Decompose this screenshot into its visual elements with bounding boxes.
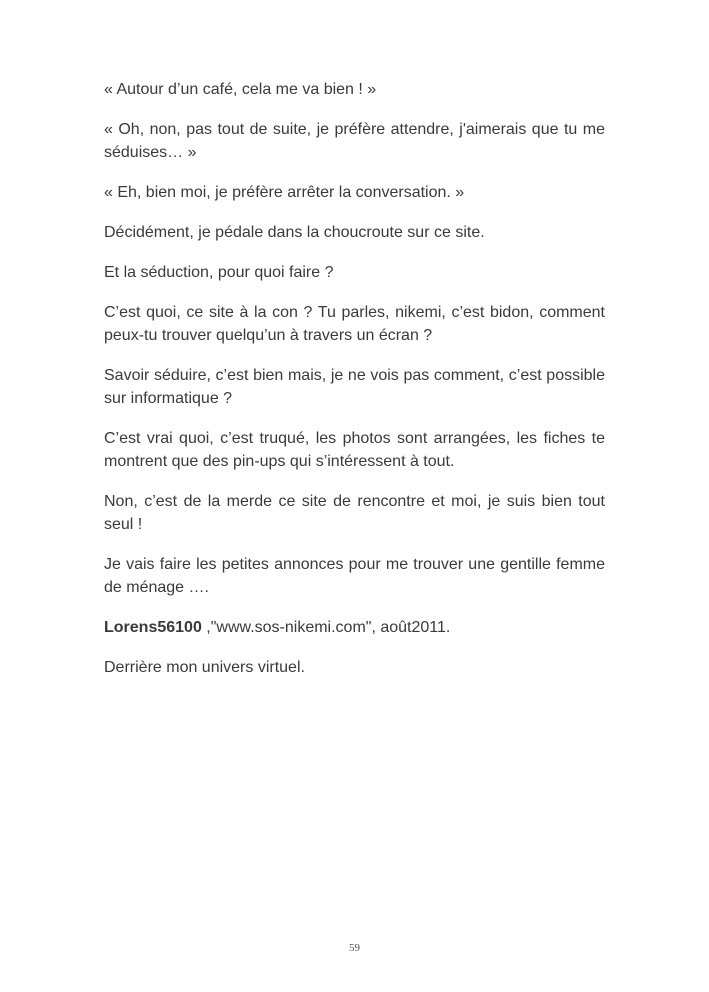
- paragraph-1: « Autour d’un café, cela me va bien ! »: [104, 81, 377, 98]
- closing-line: Derrière mon univers virtuel.: [104, 659, 305, 676]
- signature-details: ,"www.sos-nikemi.com", août2011.: [201, 619, 451, 636]
- page-number: 59: [349, 942, 360, 954]
- paragraph-2: « Oh, non, pas tout de suite, je préfère attendre, j'aimerais que tu me séduises… »: [104, 121, 605, 161]
- paragraph-3: « Eh, bien moi, je préfère arrêter la conversation. »: [104, 184, 465, 201]
- signature-line: [104, 616, 605, 639]
- paragraph-6: C’est quoi, ce site à la con ? Tu parles, nikemi, c’est bidon, comment peux-tu trouver quelqu’un à travers un écran ?: [104, 304, 605, 344]
- paragraph-8: C’est vrai quoi, c’est truqué, les photos sont arrangées, les fiches te montrent que des pin-ups qui s’intéressent à tout.: [104, 430, 605, 470]
- paragraph-5: Et la séduction, pour quoi faire ?: [104, 264, 334, 281]
- paragraph-4: Décidément, je pédale dans la choucroute sur ce site.: [104, 224, 485, 241]
- paragraph-9: Non, c’est de la merde ce site de rencontre et moi, je suis bien tout seul !: [104, 493, 605, 533]
- page-body: [104, 78, 605, 696]
- paragraph-10: Je vais faire les petites annonces pour me trouver une gentille femme de ménage ….: [104, 556, 605, 596]
- signature-author: Lorens56100: [104, 619, 202, 636]
- paragraph-7: Savoir séduire, c’est bien mais, je ne vois pas comment, c’est possible sur informatique ?: [104, 367, 605, 407]
